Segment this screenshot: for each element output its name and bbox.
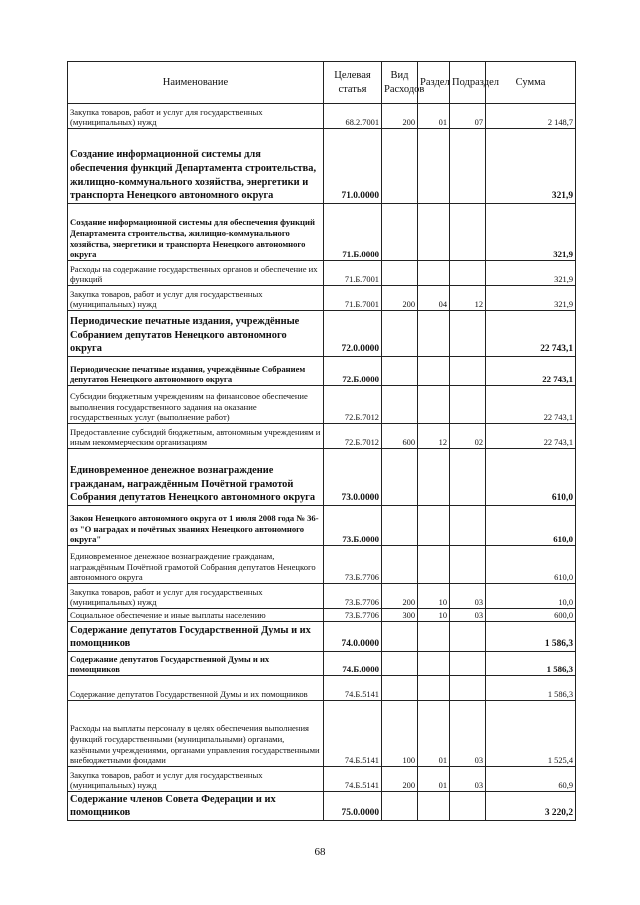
cell-sum: 610,0 (486, 506, 576, 546)
cell-sum: 610,0 (486, 449, 576, 506)
cell-sum: 22 743,1 (486, 311, 576, 357)
cell-name: Закон Ненецкого автономного округа от 1 июля 2008 года № 36-оз "О наградах и почётных званиях Ненецкого автономного округа" (68, 506, 324, 546)
cell-vid (382, 622, 418, 652)
cell-vid (382, 357, 418, 386)
cell-vid (382, 204, 418, 261)
table-row (68, 357, 576, 386)
cell-razdel (418, 311, 450, 357)
cell-podrazdel (450, 311, 486, 357)
table-row (68, 609, 576, 622)
cell-name: Закупка товаров, работ и услуг для государственных (муниципальных) нужд (68, 584, 324, 609)
cell-podrazdel (450, 261, 486, 286)
table-row (68, 311, 576, 357)
cell-podrazdel (450, 676, 486, 701)
cell-vid: 100 (382, 701, 418, 767)
cell-code: 75.0.0000 (324, 792, 382, 821)
cell-name: Содержание депутатов Государственной Думы и их помощников (68, 652, 324, 676)
cell-code: 72.Б.7012 (324, 386, 382, 424)
table-row (68, 386, 576, 424)
cell-name: Единовременное денежное вознаграждение гражданам, награждённым Почётной грамотой Собрания депутатов Ненецкого автономного округа (68, 546, 324, 584)
cell-sum: 22 743,1 (486, 357, 576, 386)
cell-code: 73.0.0000 (324, 449, 382, 506)
cell-podrazdel (450, 506, 486, 546)
table-row (68, 546, 576, 584)
cell-sum: 1 586,3 (486, 622, 576, 652)
cell-sum: 600,0 (486, 609, 576, 622)
table-header-row (68, 62, 576, 104)
cell-razdel (418, 204, 450, 261)
cell-razdel (418, 546, 450, 584)
cell-podrazdel (450, 204, 486, 261)
cell-razdel (418, 386, 450, 424)
cell-code: 73.Б.7706 (324, 609, 382, 622)
table-row (68, 261, 576, 286)
cell-razdel: 04 (418, 286, 450, 311)
cell-vid: 200 (382, 286, 418, 311)
cell-vid (382, 449, 418, 506)
table-row (68, 424, 576, 449)
cell-code: 74.Б.0000 (324, 652, 382, 676)
table-body (68, 104, 576, 821)
cell-name: Содержание депутатов Государственной Думы и их помощников (68, 622, 324, 652)
cell-name: Социальное обеспечение и иные выплаты населению (68, 609, 324, 622)
cell-code: 73.Б.0000 (324, 506, 382, 546)
cell-name: Закупка товаров, работ и услуг для государственных (муниципальных) нужд (68, 767, 324, 792)
budget-table (67, 61, 576, 821)
header-section: Раздел (418, 62, 450, 104)
cell-podrazdel: 03 (450, 701, 486, 767)
cell-name: Предоставление субсидий бюджетным, автономным учреждениям и иным некоммерческим организациям (68, 424, 324, 449)
cell-podrazdel (450, 652, 486, 676)
header-target: Целевая статья (324, 62, 382, 104)
header-sum: Сумма (486, 62, 576, 104)
header-subsection: Подраздел (450, 62, 486, 104)
cell-razdel (418, 652, 450, 676)
cell-code: 74.Б.5141 (324, 676, 382, 701)
header-expense-type: Вид Расходов (382, 62, 418, 104)
cell-vid: 200 (382, 584, 418, 609)
cell-podrazdel (450, 546, 486, 584)
cell-code: 71.Б.7001 (324, 286, 382, 311)
cell-sum: 1 586,3 (486, 676, 576, 701)
cell-sum: 610,0 (486, 546, 576, 584)
cell-vid (382, 311, 418, 357)
cell-podrazdel: 07 (450, 104, 486, 129)
cell-vid: 200 (382, 104, 418, 129)
cell-razdel (418, 129, 450, 204)
table-row (68, 449, 576, 506)
cell-razdel (418, 357, 450, 386)
cell-razdel (418, 506, 450, 546)
table-row (68, 104, 576, 129)
cell-sum: 321,9 (486, 129, 576, 204)
cell-vid: 600 (382, 424, 418, 449)
cell-podrazdel: 03 (450, 767, 486, 792)
cell-sum: 1 525,4 (486, 701, 576, 767)
cell-name: Создание информационной системы для обеспечения функций Департамента строительства, жилищно-коммунального хозяйства, энергетики и транспорта Ненецкого автономного округа (68, 129, 324, 204)
cell-vid (382, 792, 418, 821)
cell-podrazdel (450, 622, 486, 652)
cell-vid (382, 129, 418, 204)
table-row (68, 129, 576, 204)
cell-podrazdel: 12 (450, 286, 486, 311)
cell-sum: 3 220,2 (486, 792, 576, 821)
cell-razdel (418, 676, 450, 701)
cell-code: 68.2.7001 (324, 104, 382, 129)
cell-code: 72.0.0000 (324, 311, 382, 357)
cell-code: 71.0.0000 (324, 129, 382, 204)
cell-name: Создание информационной системы для обеспечения функций Департамента строительства, жилищно-коммунального хозяйства, энергетики и транспорта Ненецкого автономного округа (68, 204, 324, 261)
cell-razdel: 10 (418, 584, 450, 609)
cell-code: 71.Б.0000 (324, 204, 382, 261)
cell-razdel: 01 (418, 701, 450, 767)
cell-razdel (418, 792, 450, 821)
cell-vid (382, 261, 418, 286)
cell-vid: 200 (382, 767, 418, 792)
cell-podrazdel: 03 (450, 609, 486, 622)
cell-vid (382, 546, 418, 584)
cell-sum: 1 586,3 (486, 652, 576, 676)
table-row (68, 622, 576, 652)
table-row (68, 652, 576, 676)
table-row (68, 676, 576, 701)
cell-sum: 321,9 (486, 286, 576, 311)
cell-name: Закупка товаров, работ и услуг для государственных (муниципальных) нужд (68, 104, 324, 129)
cell-sum: 2 148,7 (486, 104, 576, 129)
cell-name: Закупка товаров, работ и услуг для государственных (муниципальных) нужд (68, 286, 324, 311)
cell-razdel: 10 (418, 609, 450, 622)
cell-sum: 22 743,1 (486, 424, 576, 449)
cell-podrazdel (450, 386, 486, 424)
cell-razdel (418, 622, 450, 652)
cell-name: Единовременное денежное вознаграждение гражданам, награждённым Почётной грамотой Собрания депутатов Ненецкого автономного округа (68, 449, 324, 506)
cell-razdel: 01 (418, 767, 450, 792)
cell-code: 71.Б.7001 (324, 261, 382, 286)
cell-vid (382, 386, 418, 424)
cell-sum: 321,9 (486, 261, 576, 286)
cell-code: 74.0.0000 (324, 622, 382, 652)
cell-name: Содержание членов Совета Федерации и их помощников (68, 792, 324, 821)
table-row (68, 584, 576, 609)
cell-code: 74.Б.5141 (324, 701, 382, 767)
cell-podrazdel: 02 (450, 424, 486, 449)
cell-name: Содержание депутатов Государственной Думы и их помощников (68, 676, 324, 701)
table-row (68, 701, 576, 767)
cell-vid (382, 652, 418, 676)
table-row (68, 204, 576, 261)
cell-razdel: 01 (418, 104, 450, 129)
cell-vid: 300 (382, 609, 418, 622)
cell-name: Периодические печатные издания, учреждённые Собранием депутатов Ненецкого автономного округа (68, 311, 324, 357)
cell-podrazdel (450, 129, 486, 204)
cell-code: 72.Б.7012 (324, 424, 382, 449)
cell-podrazdel (450, 792, 486, 821)
cell-name: Расходы на выплаты персоналу в целях обеспечения выполнения функций государственными (муниципальными) органами, казёнными учреждениями, органами управления государственными внебюджетными фондами (68, 701, 324, 767)
cell-razdel: 12 (418, 424, 450, 449)
cell-vid (382, 506, 418, 546)
cell-name: Расходы на содержание государственных органов и обеспечение их функций (68, 261, 324, 286)
cell-sum: 22 743,1 (486, 386, 576, 424)
cell-code: 73.Б.7706 (324, 546, 382, 584)
page-number: 68 (314, 846, 326, 858)
header-name: Наименование (68, 62, 324, 104)
table-row (68, 767, 576, 792)
cell-podrazdel: 03 (450, 584, 486, 609)
cell-code: 72.Б.0000 (324, 357, 382, 386)
cell-name: Субсидии бюджетным учреждениям на финансовое обеспечение выполнения государственного задания на оказание государственных услуг (выполнение работ) (68, 386, 324, 424)
cell-vid (382, 676, 418, 701)
table-row (68, 792, 576, 821)
cell-sum: 321,9 (486, 204, 576, 261)
table-row (68, 506, 576, 546)
cell-razdel (418, 261, 450, 286)
table-row (68, 286, 576, 311)
cell-name: Периодические печатные издания, учреждённые Собранием депутатов Ненецкого автономного округа (68, 357, 324, 386)
cell-code: 73.Б.7706 (324, 584, 382, 609)
cell-podrazdel (450, 449, 486, 506)
cell-podrazdel (450, 357, 486, 386)
cell-sum: 60,9 (486, 767, 576, 792)
cell-code: 74.Б.5141 (324, 767, 382, 792)
cell-sum: 10,0 (486, 584, 576, 609)
cell-razdel (418, 449, 450, 506)
